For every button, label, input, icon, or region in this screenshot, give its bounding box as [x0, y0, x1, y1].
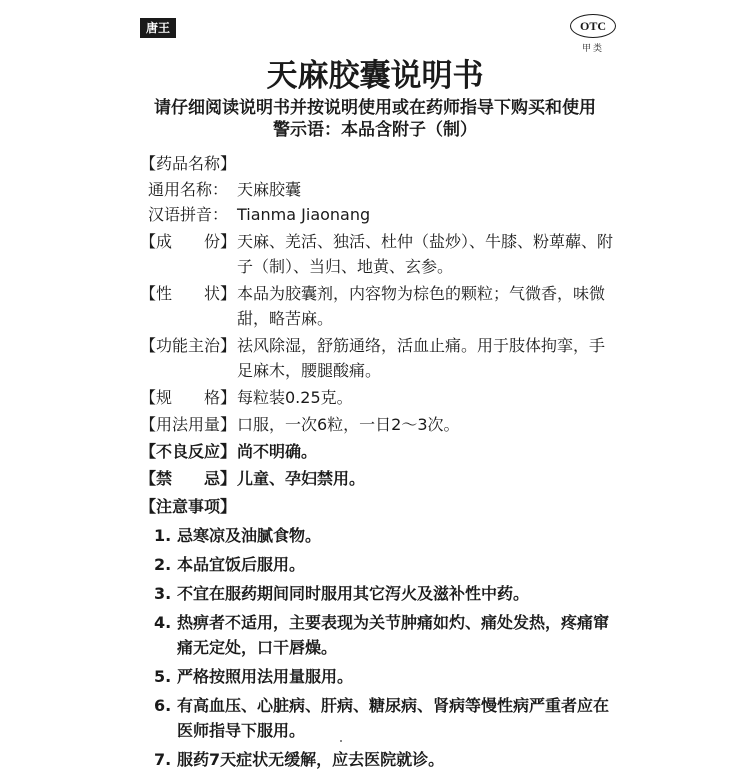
indications-label: 【功能主治】: [140, 336, 237, 355]
precaution-item: [140, 610, 620, 660]
specification-row: [140, 385, 620, 410]
brand-logo: 唐王: [140, 18, 176, 38]
precaution-item: [140, 664, 620, 689]
dosage-row: [140, 412, 620, 437]
precautions-header: 【注意事项】: [140, 497, 237, 516]
indications-row: [140, 333, 620, 383]
precaution-item: [140, 747, 620, 772]
precaution-item: [140, 552, 620, 577]
properties-label: 【性 状】: [140, 284, 237, 303]
drug-name-header: 【药品名称】: [140, 154, 237, 173]
generic-name-label: 通用名称：: [148, 180, 229, 199]
otc-label: OTC: [570, 14, 616, 38]
precaution-item: [140, 523, 620, 548]
precaution-text: 忌寒凉及油腻食物。: [177, 526, 322, 545]
contraindications-row: [140, 466, 620, 491]
specification-label: 【规 格】: [140, 388, 237, 407]
dosage-label: 【用法用量】: [140, 415, 237, 434]
specification-value: 每粒装0.25克。: [237, 388, 353, 407]
leaflet-body: [140, 150, 620, 776]
instruction-notice: 请仔细阅读说明书并按说明使用或在药师指导下购买和使用: [154, 98, 596, 118]
precaution-text: 本品宜饭后服用。: [177, 555, 306, 574]
precaution-text: 有高血压、心脏病、肝病、糖尿病、肾病等慢性病严重者应在医师指导下服用。: [177, 696, 610, 740]
ingredients-row: [140, 229, 620, 279]
indications-value: 祛风除湿，舒筋通络，活血止痛。用于肢体拘挛，手足麻木，腰腿酸痛。: [237, 336, 606, 380]
precaution-text: 服药7天症状无缓解，应去医院就诊。: [177, 750, 445, 769]
ingredients-value: 天麻、羌活、独活、杜仲（盐炒）、牛膝、粉萆薢、附子（制）、当归、地黄、玄参。: [237, 232, 614, 276]
pinyin-name-value: Tianma Jiaonang: [237, 205, 371, 224]
otc-category: 甲类: [581, 44, 604, 54]
precaution-number: 6.: [154, 696, 172, 715]
precaution-text: 热痹者不适用，主要表现为关节肿痛如灼、痛处发热，疼痛窜痛无定处，口干唇燥。: [177, 613, 610, 657]
generic-name-value: 天麻胶囊: [237, 180, 302, 199]
precaution-number: 3.: [154, 584, 172, 603]
document-title: 天麻胶囊说明书: [266, 58, 484, 94]
adverse-reactions-value: 尚不明确。: [237, 442, 318, 461]
precaution-number: 4.: [154, 613, 172, 632]
ingredients-label: 【成 份】: [140, 232, 237, 251]
otc-mark: [568, 14, 618, 54]
contraindications-label: 【禁 忌】: [140, 469, 237, 488]
dosage-value: 口服，一次6粒，一日2～3次。: [237, 415, 460, 434]
precaution-number: 5.: [154, 667, 172, 686]
print-mark: [340, 740, 342, 742]
precaution-item: [140, 581, 620, 606]
warning-notice: 警示语：本品含附子（制）: [273, 120, 477, 140]
generic-name-row: [140, 177, 620, 202]
contraindications-value: 儿童、孕妇禁用。: [237, 469, 366, 488]
adverse-reactions-label: 【不良反应】: [140, 442, 237, 461]
pinyin-name-row: [140, 202, 620, 227]
precaution-number: 1.: [154, 526, 172, 545]
precaution-text: 严格按照用法用量服用。: [177, 667, 354, 686]
precaution-item: [140, 693, 620, 743]
precaution-number: 7.: [154, 750, 172, 769]
pinyin-name-label: 汉语拼音：: [148, 205, 229, 224]
adverse-reactions-row: [140, 439, 620, 464]
precaution-text: 不宜在服药期间同时服用其它泻火及滋补性中药。: [177, 584, 530, 603]
precaution-number: 2.: [154, 555, 172, 574]
precautions-list: [140, 523, 620, 772]
properties-value: 本品为胶囊剂，内容物为棕色的颗粒；气微香，味微甜，略苦麻。: [237, 284, 606, 328]
properties-row: [140, 281, 620, 331]
